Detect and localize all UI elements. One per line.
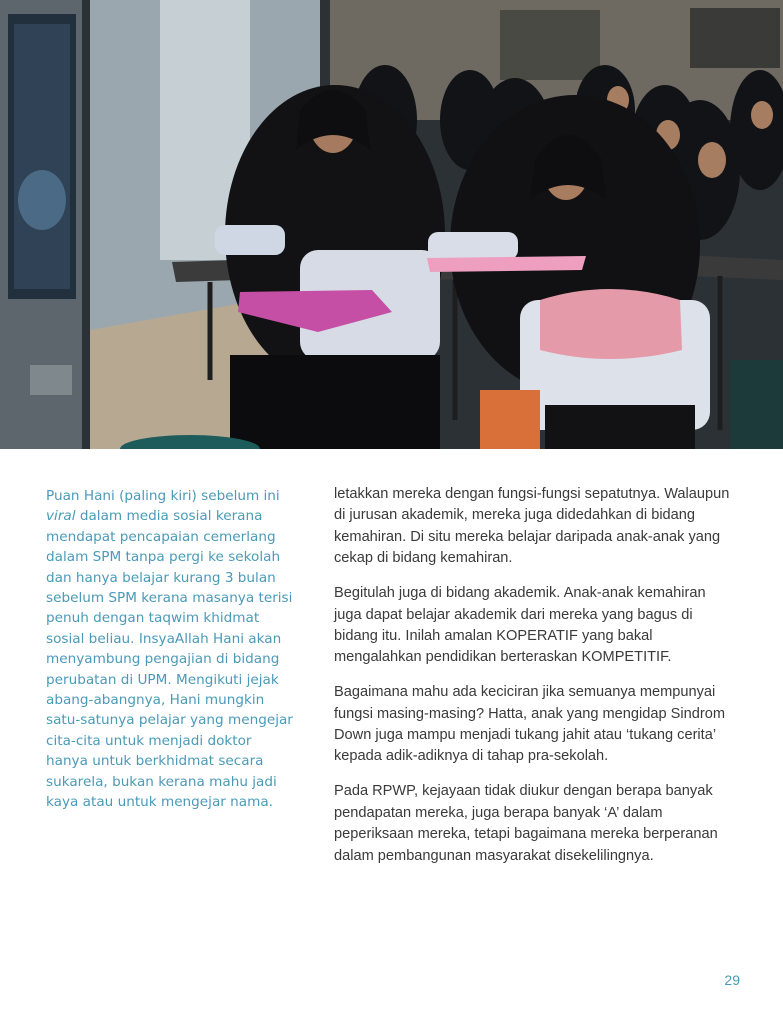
classroom-illustration <box>0 0 783 449</box>
caption-italic-word: viral <box>46 508 76 525</box>
photo-caption <box>46 486 296 813</box>
body-paragraph-1: letakkan mereka dengan fungsi-fungsi sepatutnya. Walaupun di jurusan akademik, mereka juga didedahkan di bidang kemahiran. Di situ mereka belajar daripada anak-anak yang cekap di bidang kemahiran. <box>334 486 730 567</box>
body-paragraph-3: Bagaimana mahu ada keciciran jika semuanya mempunyai fungsi masing-masing? Hatta, anak yang mengidap Sindrom Down juga mampu menjadi tukang jahit atau ‘tukang cerita’ kepada adik-adiknya di tahap pra-sekolah. <box>334 684 726 765</box>
page-number: 29 <box>724 972 740 988</box>
caption-text-rest: dalam media sosial kerana mendapat pencapaian cemerlang dalam SPM tanpa pergi ke sekolah dan hanya belajar kurang 3 bulan sebelum SPM kerana masanya terisi penuh dengan taqwim khidmat sosial beliau. InsyaAllah Hani akan menyambung pengajian di bidang perubatan di UPM. Mengikuti jejak abang-abangnya, Hani mungkin satu-satunya pelajar yang mengejar cita-cita untuk menjadi doktor hanya untuk berkhidmat secara sukarela, bukan kerana mahu jadi kaya atau untuk mengejar nama. <box>46 508 293 811</box>
body-paragraph-2: Begitulah juga di bidang akademik. Anak-anak kemahiran juga dapat belajar akademik dari mereka yang bagus di bidang itu. Inilah amalan KOPERATIF yang bakal mengalahkan pendidikan berteraskan KOMPETITIF. <box>334 585 706 666</box>
body-paragraph-4: Pada RPWP, kejayaan tidak diukur dengan berapa banyak pendapatan mereka, juga berapa banyak ‘A’ dalam peperiksaan mereka, tetapi bagaimana mereka berperanan dalam pembangunan masyarakat disekelilingnya. <box>334 783 718 864</box>
caption-text-start: Puan Hani (paling kiri) sebelum ini <box>46 488 280 504</box>
classroom-photo <box>0 0 783 449</box>
body-text-column <box>334 484 734 881</box>
